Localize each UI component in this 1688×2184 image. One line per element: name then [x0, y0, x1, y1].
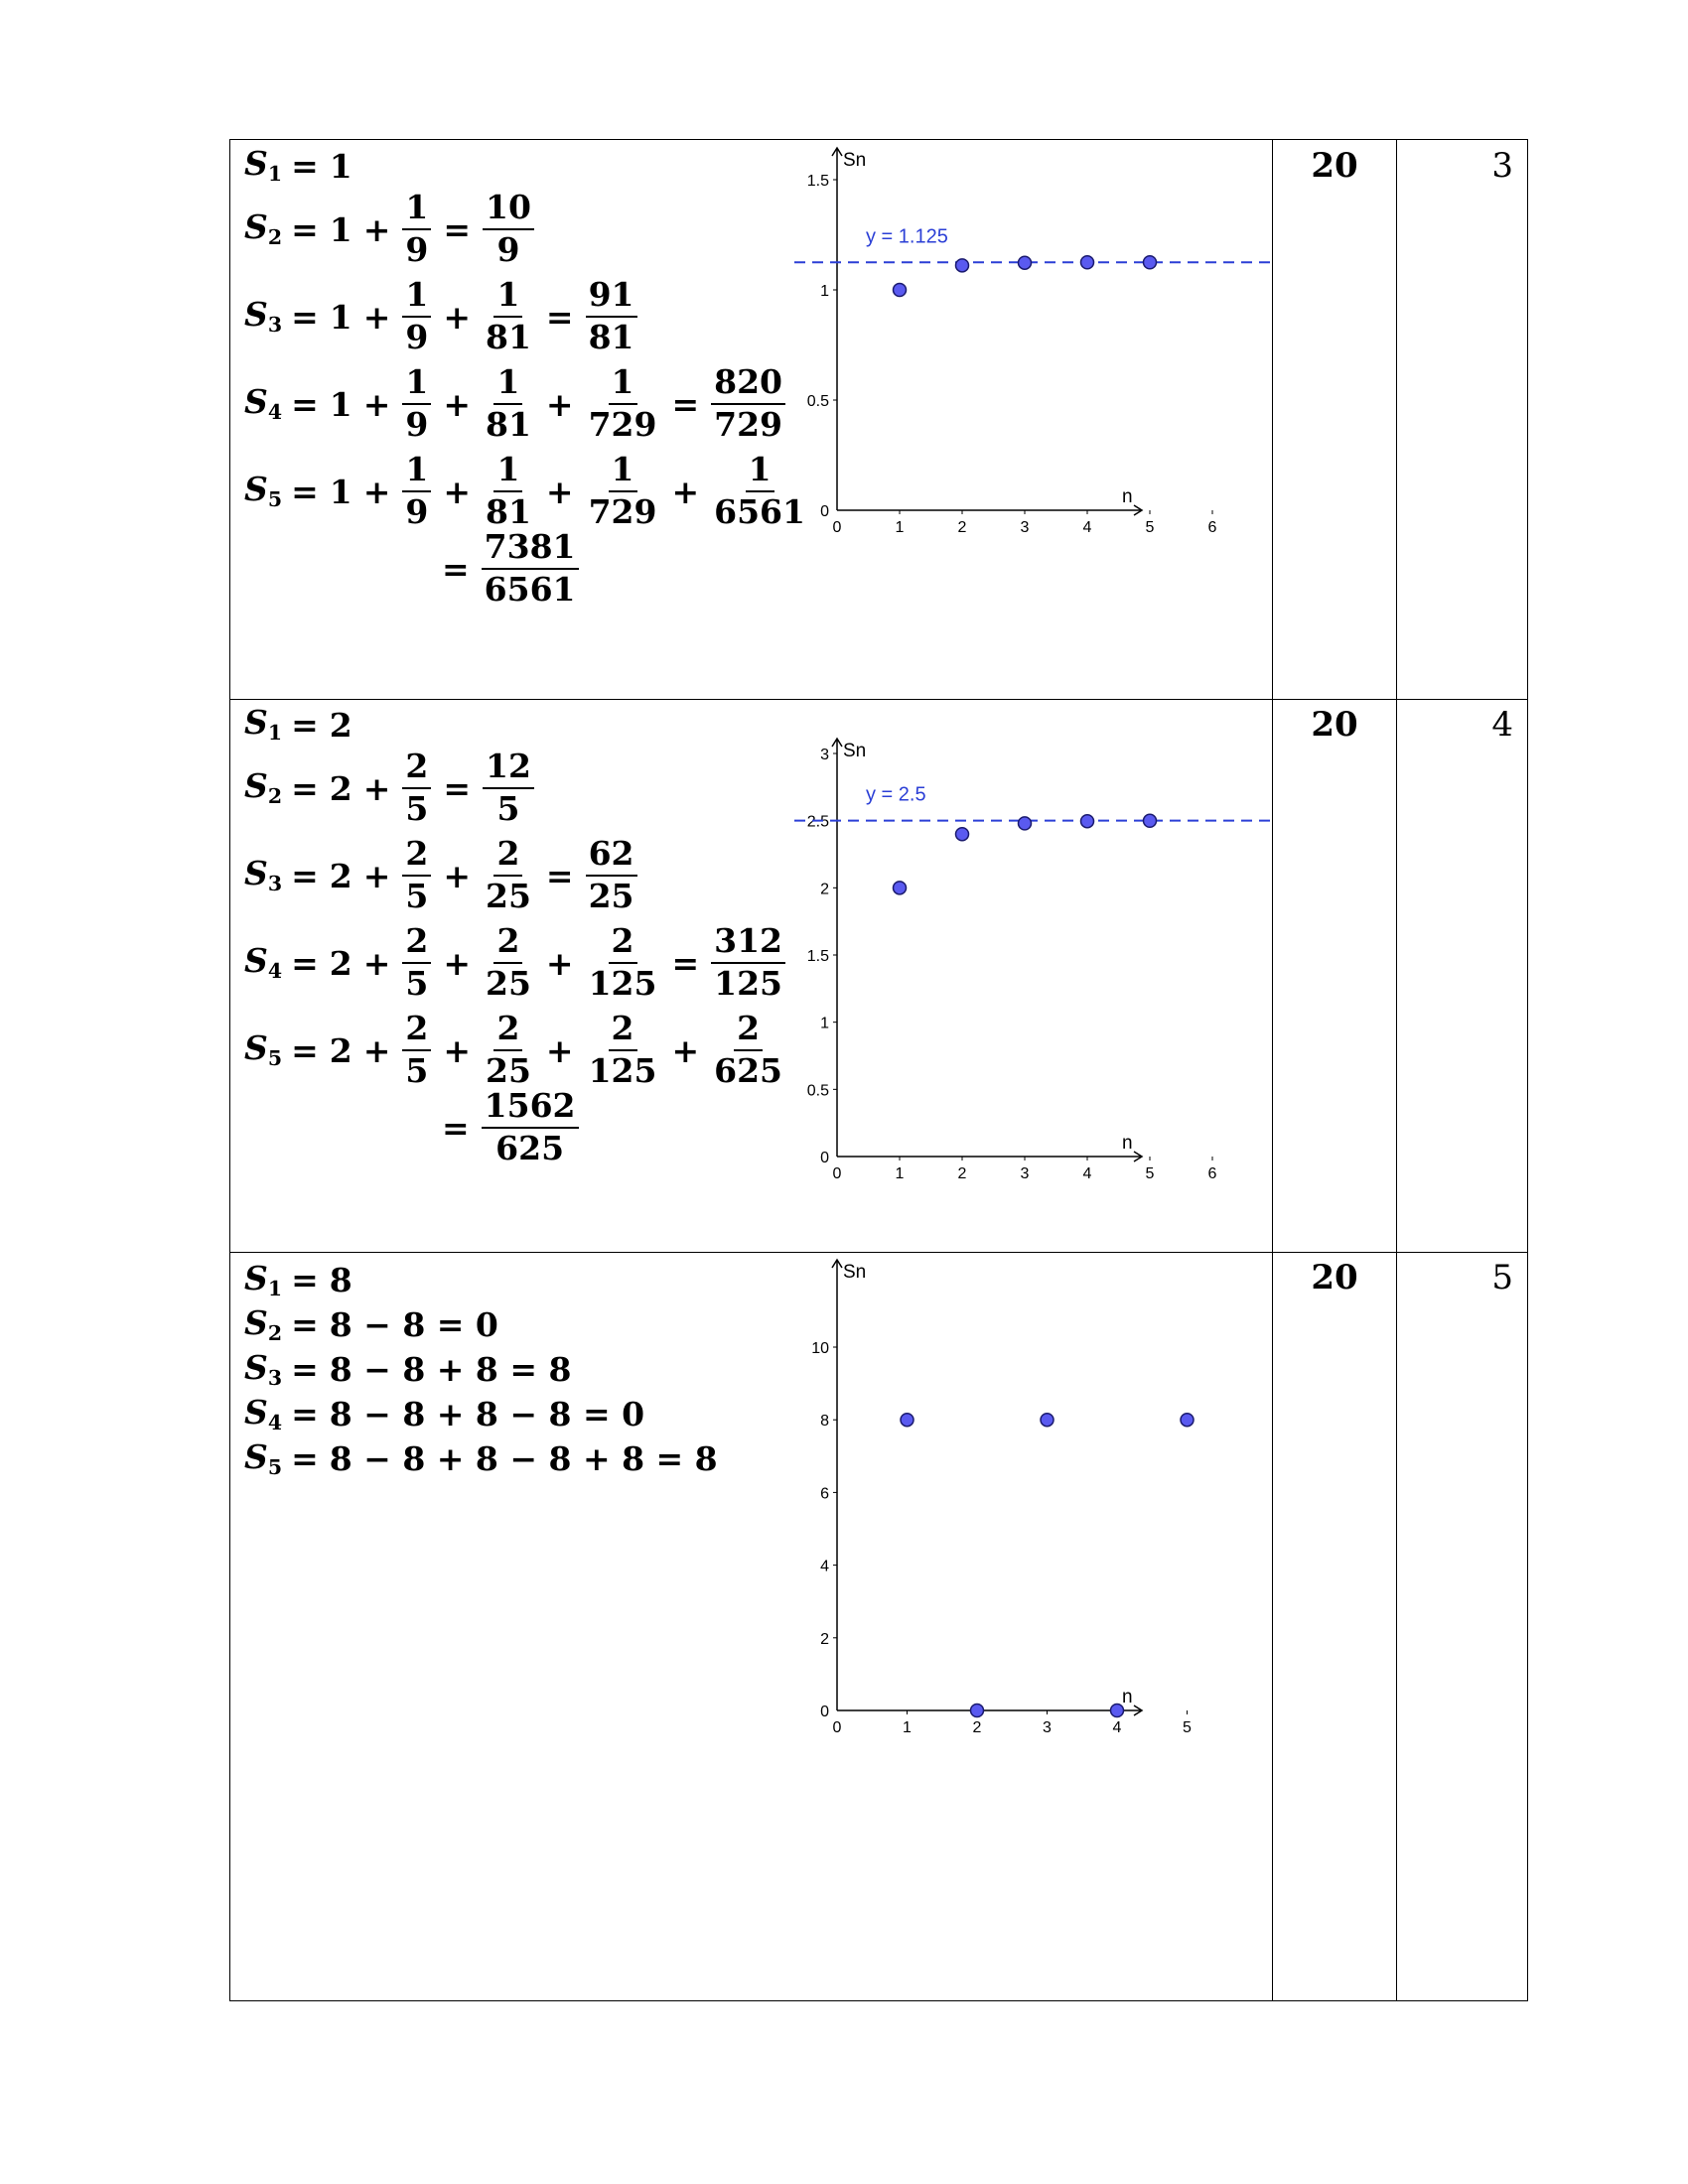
sum-index: 1	[267, 1276, 283, 1300]
equation-line	[244, 832, 788, 919]
numerator: 2	[734, 1012, 763, 1051]
numerator: 2	[493, 924, 522, 964]
sum-index: 2	[267, 225, 283, 250]
data-point	[894, 284, 907, 297]
x-axis-label: n	[1122, 1687, 1133, 1707]
number-cell: 3	[1491, 146, 1513, 186]
fraction	[483, 834, 534, 915]
denominator: 6561	[714, 492, 805, 531]
fraction	[483, 450, 534, 531]
fraction	[402, 362, 431, 444]
asymptote-label: y = 1.125	[865, 225, 948, 248]
y-tick-label: 3	[820, 747, 829, 763]
sum-index: 3	[267, 1365, 283, 1390]
denominator: 125	[588, 964, 657, 1003]
denominator: 6561	[484, 570, 576, 609]
equation-line	[244, 1392, 720, 1436]
y-tick-label: 1.5	[806, 948, 829, 965]
x-axis-label: n	[1122, 486, 1133, 507]
x-tick-label: 6	[1207, 1165, 1217, 1182]
data-point	[1081, 256, 1094, 269]
numerator: 1	[609, 365, 637, 405]
sum-symbol	[244, 1392, 283, 1434]
plus-sign: +	[671, 1030, 700, 1070]
equation-line	[244, 448, 811, 535]
numerator: 1	[402, 453, 431, 492]
denominator: 9	[405, 492, 429, 531]
data-point	[1041, 1414, 1054, 1427]
sum-index: 5	[267, 1046, 283, 1071]
partial-sum-graph	[804, 699, 1271, 1182]
fraction	[402, 747, 431, 828]
plus-sign: +	[671, 472, 700, 511]
denominator: 729	[588, 405, 657, 444]
denominator: 5	[496, 789, 520, 828]
y-tick-label: 1.5	[806, 173, 829, 190]
value: 1	[329, 146, 352, 186]
graph-svg	[804, 140, 1271, 537]
denominator: 25	[485, 964, 531, 1003]
value: 1	[329, 384, 352, 424]
sum-letter: S	[244, 470, 268, 509]
equation-line	[244, 1347, 720, 1392]
sum-letter: S	[244, 1302, 268, 1342]
numerator: 1	[746, 453, 774, 492]
fraction	[482, 1086, 579, 1167]
fraction	[483, 921, 534, 1003]
fraction	[586, 450, 660, 531]
denominator: 5	[405, 964, 429, 1003]
data-point	[971, 1705, 984, 1717]
fraction	[586, 275, 637, 356]
denominator: 25	[485, 877, 531, 915]
score-cell: 20	[1311, 146, 1358, 186]
sum-index: 2	[267, 1320, 283, 1345]
data-point	[901, 1414, 914, 1427]
numerator: 2	[493, 1012, 522, 1051]
equals-sign: =	[291, 705, 319, 745]
sum-letter: S	[244, 941, 268, 981]
numerator: 312	[711, 924, 785, 964]
sum-symbol	[244, 1302, 283, 1345]
plus-sign: +	[545, 384, 574, 424]
denominator: 5	[405, 789, 429, 828]
equation-line	[244, 705, 788, 745]
graph-svg	[804, 699, 1271, 1182]
expression: 8 − 8 = 0	[329, 1305, 498, 1344]
fraction	[586, 1009, 660, 1090]
denominator: 625	[714, 1051, 783, 1090]
plus-sign: +	[545, 472, 574, 511]
x-tick-label: 3	[1043, 1719, 1052, 1736]
denominator: 81	[485, 318, 531, 356]
sum-letter: S	[244, 1436, 268, 1476]
y-axis-label: Sn	[843, 1262, 867, 1283]
fraction	[402, 921, 431, 1003]
value: 2	[329, 768, 352, 808]
sum-letter: S	[244, 1392, 268, 1432]
sum-index: 5	[267, 1454, 283, 1479]
numerator: 2	[609, 1012, 637, 1051]
denominator: 729	[588, 492, 657, 531]
plus-sign: +	[362, 1030, 391, 1070]
equation-line	[244, 360, 811, 448]
graph-svg	[804, 1252, 1271, 1736]
sum-symbol	[244, 941, 283, 984]
fraction	[482, 527, 579, 609]
equation-line	[244, 186, 811, 273]
denominator: 9	[405, 405, 429, 444]
x-tick-label: 0	[832, 1165, 842, 1182]
sum-letter: S	[244, 295, 268, 335]
y-tick-label: 8	[820, 1413, 829, 1431]
fraction	[711, 921, 785, 1003]
value: 2	[329, 705, 352, 745]
equals-sign: =	[545, 297, 574, 337]
sum-index: 5	[267, 487, 283, 512]
sum-symbol	[244, 703, 283, 746]
sum-index: 4	[267, 959, 283, 984]
sum-letter: S	[244, 1258, 268, 1297]
denominator: 25	[588, 877, 634, 915]
fraction	[586, 834, 637, 915]
x-tick-label: 2	[957, 519, 967, 536]
data-point	[894, 882, 907, 894]
number-cell: 5	[1491, 1258, 1513, 1297]
x-axis-label: n	[1122, 1133, 1133, 1154]
fraction	[483, 362, 534, 444]
equals-sign: =	[291, 1305, 319, 1344]
sum-letter: S	[244, 382, 268, 422]
plus-sign: +	[443, 472, 471, 511]
asymptote-label: y = 2.5	[865, 783, 926, 806]
denominator: 625	[495, 1129, 565, 1167]
numerator: 2	[402, 750, 431, 789]
sum-index: 4	[267, 400, 283, 425]
sum-symbol	[244, 854, 283, 896]
y-axis-label: Sn	[843, 741, 867, 761]
equation-line	[244, 1258, 720, 1302]
data-point	[1181, 1414, 1194, 1427]
plus-sign: +	[443, 856, 471, 895]
numerator: 820	[711, 365, 785, 405]
denominator: 81	[485, 492, 531, 531]
value: 2	[329, 943, 352, 983]
data-point	[1081, 815, 1094, 828]
x-tick-label: 5	[1145, 1165, 1155, 1182]
equals-sign: =	[291, 1395, 319, 1433]
sum-symbol	[244, 295, 283, 338]
y-tick-label: 4	[820, 1558, 829, 1575]
score-cell: 20	[1311, 1258, 1358, 1297]
denominator: 81	[485, 405, 531, 444]
equals-sign: =	[442, 549, 470, 589]
numerator: 2	[493, 837, 522, 877]
equals-sign: =	[443, 768, 471, 808]
data-point	[956, 259, 969, 272]
numerator: 1	[493, 365, 522, 405]
expression: 8	[329, 1261, 352, 1299]
equals-sign: =	[291, 1439, 319, 1478]
plus-sign: +	[362, 384, 391, 424]
equals-sign: =	[291, 297, 319, 337]
denominator: 5	[405, 877, 429, 915]
value: 1	[329, 472, 352, 511]
numerator: 2	[402, 924, 431, 964]
y-tick-label: 0	[820, 1150, 829, 1166]
sum-symbol	[244, 382, 283, 425]
sum-index: 3	[267, 872, 283, 896]
equation-line	[244, 1302, 720, 1347]
value: 2	[329, 856, 352, 895]
x-tick-label: 5	[1145, 519, 1155, 536]
value: 2	[329, 1030, 352, 1070]
equals-sign: =	[291, 1261, 319, 1299]
sum-symbol	[244, 470, 283, 512]
partial-sums-work	[244, 705, 788, 1167]
denominator: 5	[405, 1051, 429, 1090]
plus-sign: +	[362, 768, 391, 808]
numerator: 10	[483, 191, 534, 230]
sum-letter: S	[244, 1028, 268, 1068]
fraction	[711, 1009, 785, 1090]
equals-sign: =	[442, 1108, 470, 1148]
plus-sign: +	[545, 1030, 574, 1070]
y-tick-label: 1	[820, 283, 829, 300]
y-tick-label: 0	[820, 503, 829, 520]
plus-sign: +	[443, 297, 471, 337]
numerator: 62	[586, 837, 637, 877]
sum-index: 1	[267, 162, 283, 187]
y-axis-label: Sn	[843, 150, 867, 171]
sum-symbol	[244, 1347, 283, 1390]
equation-line	[244, 1088, 788, 1167]
partial-sum-graph	[804, 1252, 1271, 1736]
numerator: 91	[586, 278, 637, 318]
denominator: 81	[588, 318, 634, 356]
x-tick-label: 4	[1082, 1165, 1092, 1182]
fraction	[483, 188, 534, 269]
equals-sign: =	[291, 1350, 319, 1389]
equals-sign: =	[291, 209, 319, 249]
sum-letter: S	[244, 207, 268, 247]
answer-table	[229, 139, 1528, 2001]
partial-sum-graph	[804, 140, 1271, 537]
x-tick-label: 3	[1020, 519, 1030, 536]
numerator: 1	[609, 453, 637, 492]
equals-sign: =	[545, 856, 574, 895]
sum-index: 1	[267, 721, 283, 746]
numerator: 1	[493, 278, 522, 318]
fraction	[402, 450, 431, 531]
fraction	[402, 834, 431, 915]
equals-sign: =	[671, 943, 700, 983]
sum-symbol	[244, 144, 283, 187]
plus-sign: +	[362, 209, 391, 249]
table-row	[230, 140, 1527, 699]
numerator: 1	[402, 278, 431, 318]
fraction	[711, 450, 808, 531]
y-tick-label: 0	[820, 1704, 829, 1720]
equals-sign: =	[291, 472, 319, 511]
sum-index: 2	[267, 784, 283, 809]
denominator: 125	[588, 1051, 657, 1090]
fraction	[483, 747, 534, 828]
sum-symbol	[244, 207, 283, 250]
equals-sign: =	[291, 856, 319, 895]
x-tick-label: 6	[1207, 519, 1217, 536]
denominator: 9	[405, 230, 429, 269]
plus-sign: +	[443, 1030, 471, 1070]
y-tick-label: 0.5	[806, 1082, 829, 1100]
partial-sums-work	[244, 146, 811, 609]
numerator: 7381	[482, 530, 579, 570]
equals-sign: =	[291, 146, 319, 186]
denominator: 9	[496, 230, 520, 269]
y-tick-label: 10	[811, 1340, 829, 1357]
numerator: 1	[493, 453, 522, 492]
fraction	[586, 362, 660, 444]
equation-line	[244, 273, 811, 360]
data-point	[1111, 1705, 1124, 1717]
number-cell: 4	[1491, 705, 1513, 745]
data-point	[956, 828, 969, 841]
sum-index: 3	[267, 313, 283, 338]
plus-sign: +	[443, 384, 471, 424]
fraction	[402, 275, 431, 356]
expression: 8 − 8 + 8 − 8 = 0	[329, 1395, 645, 1433]
data-point	[1144, 814, 1157, 827]
sum-letter: S	[244, 703, 268, 743]
y-tick-label: 0.5	[806, 393, 829, 410]
equals-sign: =	[443, 209, 471, 249]
equation-line	[244, 1007, 788, 1094]
denominator: 125	[714, 964, 783, 1003]
x-tick-label: 0	[832, 519, 842, 536]
sum-symbol	[244, 766, 283, 809]
fraction	[483, 1009, 534, 1090]
numerator: 1	[402, 191, 431, 230]
sum-index: 4	[267, 1410, 283, 1434]
plus-sign: +	[362, 943, 391, 983]
fraction	[711, 362, 785, 444]
fraction	[402, 1009, 431, 1090]
x-tick-label: 4	[1082, 519, 1092, 536]
expression: 8 − 8 + 8 − 8 + 8 = 8	[329, 1439, 718, 1478]
numerator: 2	[609, 924, 637, 964]
sum-symbol	[244, 1028, 283, 1071]
y-tick-label: 2	[820, 1630, 829, 1648]
score-cell: 20	[1311, 705, 1358, 745]
denominator: 9	[405, 318, 429, 356]
equals-sign: =	[291, 384, 319, 424]
data-point	[1019, 256, 1032, 269]
y-tick-label: 6	[820, 1485, 829, 1503]
equals-sign: =	[291, 1030, 319, 1070]
numerator: 1	[402, 365, 431, 405]
partial-sums-work	[244, 1258, 720, 1481]
x-tick-label: 0	[832, 1719, 842, 1736]
equals-sign: =	[291, 768, 319, 808]
plus-sign: +	[362, 472, 391, 511]
numerator: 2	[402, 1012, 431, 1051]
table-row	[230, 699, 1527, 1252]
sum-letter: S	[244, 766, 268, 806]
denominator: 729	[714, 405, 783, 444]
fraction	[586, 921, 660, 1003]
expression: 8 − 8 + 8 = 8	[329, 1350, 572, 1389]
value: 1	[329, 297, 352, 337]
plus-sign: +	[362, 856, 391, 895]
equation-line	[244, 146, 811, 186]
x-tick-label: 2	[972, 1719, 982, 1736]
equals-sign: =	[671, 384, 700, 424]
x-tick-label: 4	[1112, 1719, 1122, 1736]
denominator: 25	[485, 1051, 531, 1090]
sum-symbol	[244, 1258, 283, 1300]
numerator: 1562	[482, 1089, 579, 1129]
table-row	[230, 1252, 1527, 2002]
data-point	[1019, 817, 1032, 830]
plus-sign: +	[362, 297, 391, 337]
numerator: 12	[483, 750, 534, 789]
sum-letter: S	[244, 854, 268, 893]
equation-line	[244, 529, 811, 609]
plus-sign: +	[545, 943, 574, 983]
data-point	[1144, 256, 1157, 269]
x-tick-label: 1	[903, 1719, 912, 1736]
x-tick-label: 1	[895, 519, 905, 536]
fraction	[402, 188, 431, 269]
plus-sign: +	[443, 943, 471, 983]
x-tick-label: 5	[1183, 1719, 1192, 1736]
x-tick-label: 2	[957, 1165, 967, 1182]
sum-symbol	[244, 1436, 283, 1479]
equals-sign: =	[291, 943, 319, 983]
sum-letter: S	[244, 1347, 268, 1387]
equation-line	[244, 919, 788, 1007]
y-tick-label: 1	[820, 1015, 829, 1032]
y-tick-label: 2.5	[806, 813, 829, 831]
y-tick-label: 2	[820, 881, 829, 898]
numerator: 2	[402, 837, 431, 877]
x-tick-label: 1	[895, 1165, 905, 1182]
equation-line	[244, 1436, 720, 1481]
x-tick-label: 3	[1020, 1165, 1030, 1182]
equation-line	[244, 745, 788, 832]
sum-letter: S	[244, 144, 268, 184]
value: 1	[329, 209, 352, 249]
fraction	[483, 275, 534, 356]
